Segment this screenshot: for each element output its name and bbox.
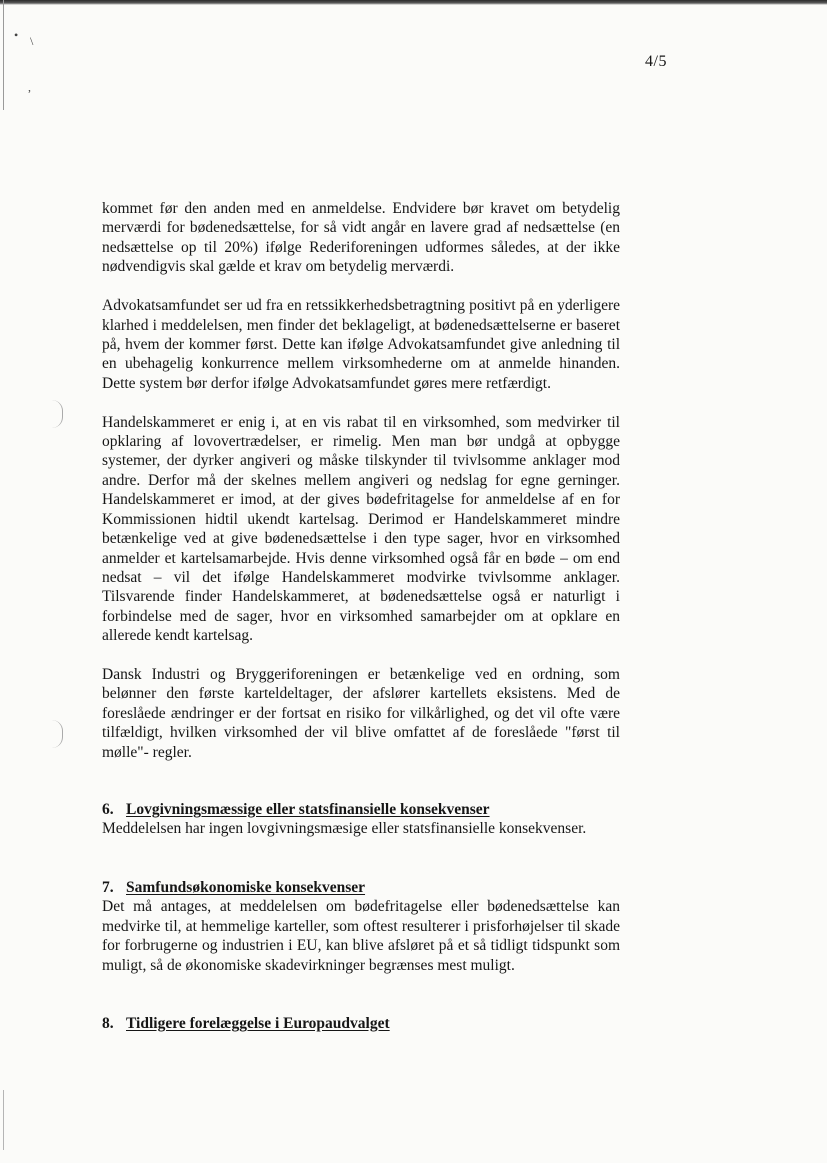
paragraph: Dansk Industri og Bryggeriforeningen er betænkelige ved en ordning, som belønner den første karteldeltager, der afslører kartellets eksistens. Med de foreslåede ændringer er der fortsat en risiko for vilkårlighed, og det vil ofte være tilfældigt, hvilken virksomhed der vil blive omfattet af de foreslåede "først til mølle"- regler. [102,666,620,761]
scan-speck: \ [30,34,34,48]
paragraph: Handelskammeret er enig i, at en vis rabat til en virksomhed, som medvirker til opklaring af lovovertrædelser, er rimelig. Men man bør undgå at opbygge systemer, der dyrker angiveri og måske tilskynder til tvivlsomme anklager mod andre. Derfor må der skelnes mellem angiveri og nedslag for egne gerninger. Handelskammeret er imod, at der gives bødefritagelse for anmeldelse af en for Kommissionen hidtil ukendt kartelsag. Derimod er Handelskammeret mindre betænkelige ved at give bødenedsættelse i den type sager, hvor en virksomhed anmelder et kartelsamarbejde. Hvis denne virksomhed også får en bøde – om end nedsat – vil det ifølge Handelskammeret modvirke tvivlsomme anklager. Tilsvarende finder Handelskammeret, at bødenedsættelse også er naturligt i forbindelse med de sager, hvor en virksomhed samarbejder om at opklare en allerede kendt kartelsag. [102,413,620,645]
scan-speck: , [28,80,31,94]
section-7 [102,878,620,975]
section-heading [102,800,620,819]
paragraph: kommet før den anden med en anmeldelse. Endvidere bør kravet om betydelig merværdi for bødenedsættelse, for så vidt angår en lavere grad af nedsættelse (en nedsættelse op til 20%) ifølge Rederiforeningen udformes således, at der ikke nødvendigvis skal gælde et krav om betydelig merværdi. [102,200,620,276]
section-number: 6. [102,801,114,819]
section-title: Samfundsøkonomiske konsekvenser [126,878,366,896]
hole-punch-mark [52,720,63,748]
section-title: Lovgivningsmæssige eller statsfinansielle konsekvenser [126,801,490,819]
section-heading [102,878,620,897]
scan-left-edge [3,0,4,110]
hole-punch-mark [52,400,63,428]
scan-top-edge [0,0,827,5]
page-number: 4/5 [645,53,667,70]
scan-speck: • [14,28,19,42]
document-body [102,199,620,1033]
section-number: 7. [102,878,114,896]
section-body: Det må antages, at meddelelsen om bødefritagelse eller bødenedsættelse kan medvirke til, at hemmelige karteller, som oftest resulterer i prisforhøjelser til skade for forbrugerne og industrien i EU, kan blive afsløret på et så tidligt tidspunkt som muligt, så de økonomiske skadevirkninger begrænses mest muligt. [102,898,620,974]
scan-left-edge-lower [3,1090,4,1150]
section-number: 8. [102,1014,114,1032]
section-body: Meddelelsen har ingen lovgivningsmæsige eller statsfinansielle konsekvenser. [102,820,587,838]
section-6 [102,800,620,839]
paragraph: Advokatsamfundet ser ud fra en retssikkerhedsbetragtning positivt på en yderligere klarhed i meddelelsen, men finder det beklageligt, at bødenedsættelserne er baseret på, hvem der kommer først. Dette kan ifølge Advokatsamfundet give anledning til en ubehagelig konkurrence mellem virksomhederne om at anmelde hinanden. Dette system bør derfor ifølge Advokatsamfundet gøres mere retfærdigt. [102,297,620,392]
section-heading [102,1014,620,1033]
section-8 [102,1014,620,1033]
section-title: Tidligere forelæggelse i Europaudvalget [126,1014,390,1032]
